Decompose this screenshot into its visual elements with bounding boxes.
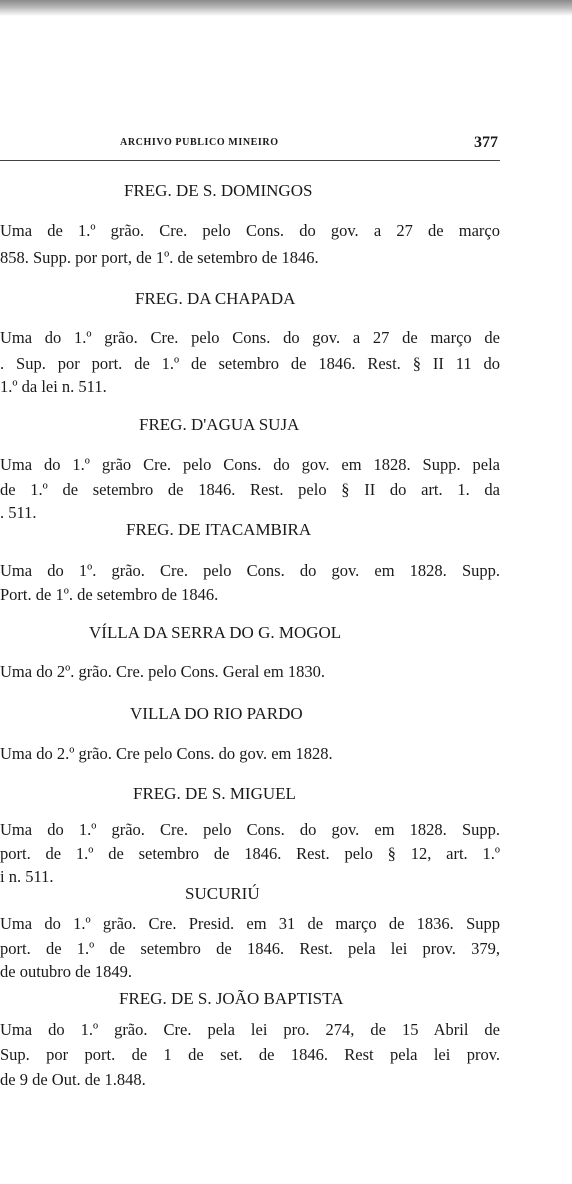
header-rule <box>0 160 500 161</box>
section-title-serra-mogol: VÍLLA DA SERRA DO G. MOGOL <box>89 623 342 642</box>
section-title-sucuriu: SUCURIÚ <box>185 884 260 903</box>
section-title-chapada: FREG. DA CHAPADA <box>135 289 296 308</box>
text-line: port. de 1.º de setembro de 1846. Rest. pela lei prov. 379, <box>0 939 500 958</box>
text-line: . 511. <box>0 503 37 522</box>
text-line: de outubro de 1849. <box>0 962 132 981</box>
text-line: Uma do 2º. grão. Cre. pelo Cons. Geral em 1830. <box>0 662 325 681</box>
text-line: . Sup. por port. de 1.º de setembro de 1846. Rest. § II 11 do <box>0 354 500 373</box>
text-line: 858. Supp. por port, de 1º. de setembro de 1846. <box>0 248 319 267</box>
section-title-rio-pardo: VILLA DO RIO PARDO <box>130 704 303 723</box>
text-line: Uma do 1.º grão. Cre. pelo Cons. do gov. a 27 de março de <box>0 328 500 347</box>
text-line: Uma do 1.º grão. Cre. pela lei pro. 274, de 15 Abril de <box>0 1020 500 1039</box>
text-line: Uma do 1º. grão. Cre. pelo Cons. do gov. em 1828. Supp. <box>0 561 500 580</box>
text-line: Uma do 1.º grão. Cre. Presid. em 31 de março de 1836. Supp <box>0 914 500 933</box>
section-title-s-joao-baptista: FREG. DE S. JOÃO BAPTISTA <box>119 989 344 1008</box>
section-title-s-domingos: FREG. DE S. DOMINGOS <box>124 181 313 200</box>
text-line: Sup. por port. de 1 de set. de 1846. Rest pela lei prov. <box>0 1045 500 1064</box>
text-line: Uma do 2.º grão. Cre pelo Cons. do gov. em 1828. <box>0 744 333 763</box>
text-line: 1.º da lei n. 511. <box>0 377 107 396</box>
running-head: ARCHIVO PUBLICO MINEIRO <box>120 137 279 148</box>
text-line: Port. de 1º. de setembro de 1846. <box>0 585 219 604</box>
text-line: Uma do 1.º grão. Cre. pelo Cons. do gov. em 1828. Supp. <box>0 820 500 839</box>
scan-top-edge <box>0 0 572 16</box>
text-line: de 1.º de setembro de 1846. Rest. pelo § II do art. 1. da <box>0 480 500 499</box>
page-number: 377 <box>474 134 498 151</box>
text-line: i n. 511. <box>0 867 54 886</box>
section-title-agua-suja: FREG. D'AGUA SUJA <box>139 415 300 434</box>
text-line: Uma de 1.º grão. Cre. pelo Cons. do gov. a 27 de março <box>0 221 500 240</box>
section-title-s-miguel: FREG. DE S. MIGUEL <box>133 784 296 803</box>
section-title-itacambira: FREG. DE ITACAMBIRA <box>126 520 312 539</box>
text-line: port. de 1.º de setembro de 1846. Rest. pelo § 12, art. 1.º <box>0 844 500 863</box>
text-line: Uma do 1.º grão Cre. pelo Cons. do gov. em 1828. Supp. pela <box>0 455 500 474</box>
text-line: de 9 de Out. de 1.848. <box>0 1070 146 1089</box>
